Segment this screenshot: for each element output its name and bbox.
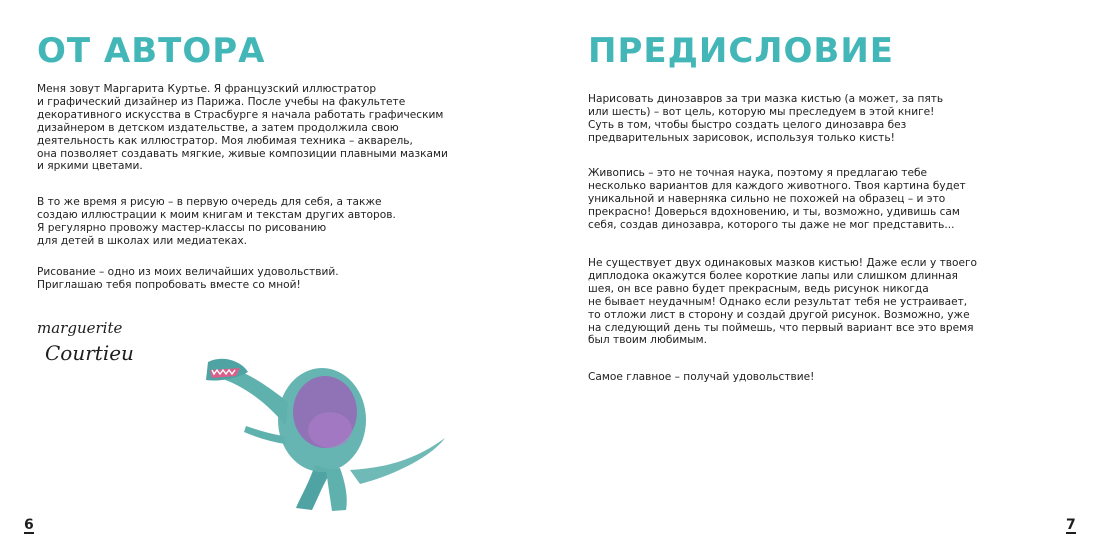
signature-last-name: Courtieu — [45, 341, 134, 365]
right-paragraph-4 — [588, 371, 814, 384]
author-signature — [35, 315, 145, 375]
right-paragraph-1 — [588, 93, 943, 145]
text-line: Суть в том, чтобы быстро создать целого динозавра без — [588, 118, 907, 131]
left-paragraph-2 — [37, 196, 396, 248]
left-page-title: ОТ АВТОРА — [37, 31, 266, 71]
text-line: и яркими цветами. — [37, 160, 143, 173]
text-line: создаю иллюстрации к моим книгам и текстам других авторов. — [37, 208, 396, 221]
text-line: предварительных зарисовок, используя только кисть! — [588, 131, 895, 144]
left-paragraph-3 — [37, 266, 339, 292]
right-paragraph-2 — [588, 167, 966, 232]
text-line: декоративного искусства в Страсбурге я начала работать графическим — [37, 108, 444, 121]
text-line: Приглашаю тебя попробовать вместе со мной! — [37, 278, 301, 291]
signature-first-name: marguerite — [37, 319, 123, 337]
text-line: то отложи лист в сторону и создай другой рисунок. Возможно, уже — [588, 308, 970, 321]
text-line: и графический дизайнер из Парижа. После учебы на факультете — [37, 95, 406, 108]
text-line: Меня зовут Маргарита Куртье. Я французский иллюстратор — [37, 83, 377, 95]
right-page-title: ПРЕДИСЛОВИЕ — [588, 31, 895, 71]
left-paragraph-1 — [37, 83, 448, 173]
text-line: был твоим любимым. — [588, 334, 707, 347]
text-line: не бывает неудачным! Однако если результат тебя не устраивает, — [588, 295, 968, 308]
page-number-left: 6 — [24, 517, 34, 533]
right-paragraph-3 — [588, 257, 977, 347]
text-line: для детей в школах или медиатеках. — [37, 234, 248, 247]
text-line: В то же время я рисую – в первую очередь для себя, а также — [37, 196, 382, 208]
text-line: Нарисовать динозавров за три мазка кистью (а может, за пять — [588, 93, 944, 105]
text-line: несколько вариантов для каждого животного. Твоя картина будет — [588, 179, 966, 192]
text-line: себя, создав динозавра, которого ты даже не мог представить... — [588, 218, 955, 231]
text-line: или шесть) – вот цель, которую мы преследуем в этой книге! — [588, 105, 935, 118]
text-line: Рисование – одно из моих величайших удовольствий. — [37, 266, 339, 278]
text-line: дизайнером в детском издательстве, а затем продолжила свою — [37, 121, 399, 134]
dinosaur-illustration — [200, 350, 455, 520]
text-line: шея, он все равно будет прекрасным, ведь рисунок никогда — [588, 282, 929, 295]
text-line: Я регулярно провожу мастер-классы по рисованию — [37, 221, 327, 234]
text-line: она позволяет создавать мягкие, живые композиции плавными мазками — [37, 147, 448, 160]
text-line: прекрасно! Доверься вдохновению, и ты, возможно, удивишь сам — [588, 205, 960, 218]
text-line: на следующий день ты поймешь, что первый вариант все это время — [588, 321, 974, 334]
text-line: Не существует двух одинаковых мазков кистью! Даже если у твоего — [588, 257, 978, 269]
text-line: Живопись – это не точная наука, поэтому я предлагаю тебе — [588, 167, 928, 179]
text-line: Самое главное – получай удовольствие! — [588, 371, 815, 383]
text-line: диплодока окажутся более короткие лапы или слишком длинная — [588, 269, 958, 282]
page-number-right: 7 — [1066, 517, 1076, 533]
text-line: уникальной и наверняка сильно не похожей на образец – и это — [588, 192, 946, 205]
right-page — [550, 0, 1100, 550]
text-line: деятельность как иллюстратор. Моя любимая техника – акварель, — [37, 134, 413, 147]
